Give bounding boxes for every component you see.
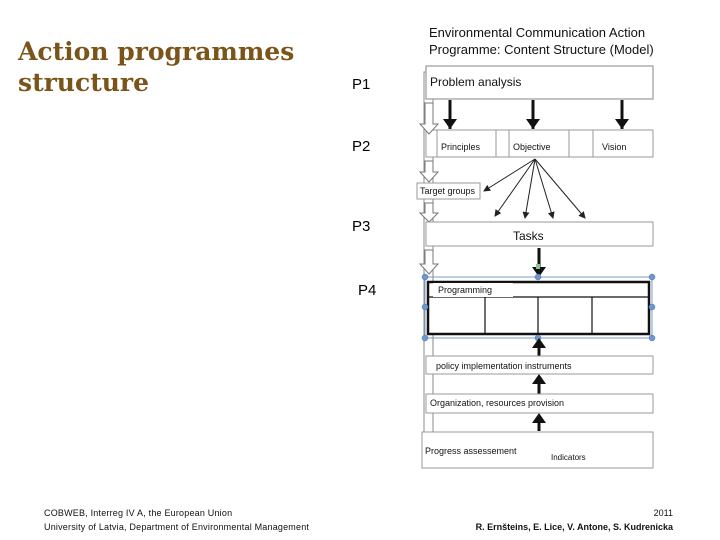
label-organization: Organization, resources provision <box>430 398 565 408</box>
label-objective: Objective <box>513 142 551 152</box>
label-progress-assessment: Progress assessement <box>425 446 517 456</box>
label-policy-instruments: policy implementation instruments <box>436 361 572 371</box>
phase-label-p4: P4 <box>358 282 377 299</box>
footer-left <box>44 506 309 534</box>
footer-year: 2011 <box>653 508 673 518</box>
phase-label-p2: P2 <box>352 138 371 155</box>
label-tasks: Tasks <box>513 229 544 243</box>
label-problem-analysis: Problem analysis <box>430 75 522 89</box>
label-programming: Programming <box>438 285 493 295</box>
label-indicators: Indicators <box>551 453 586 462</box>
label-target-groups: Target groups <box>420 186 476 196</box>
footer-right <box>476 506 673 534</box>
footer-institution: University of Latvia, Department of Environmental Management <box>44 522 310 532</box>
footer-authors: R. Ernšteins, E. Lice, V. Antone, S. Kudrenicka <box>475 522 673 532</box>
slide-title: Action programmes structure <box>18 37 295 97</box>
diagram-heading-line2: Programme: Content Structure (Model) <box>429 42 654 57</box>
phase-label-p1: P1 <box>352 76 371 93</box>
diagram-heading-line1: Environmental Communication Action <box>429 25 646 40</box>
label-vision: Vision <box>602 142 627 152</box>
footer-project: COBWEB, Interreg IV A, the European Union <box>44 508 233 518</box>
label-principles: Principles <box>441 142 481 152</box>
phase-label-p3: P3 <box>352 218 371 235</box>
